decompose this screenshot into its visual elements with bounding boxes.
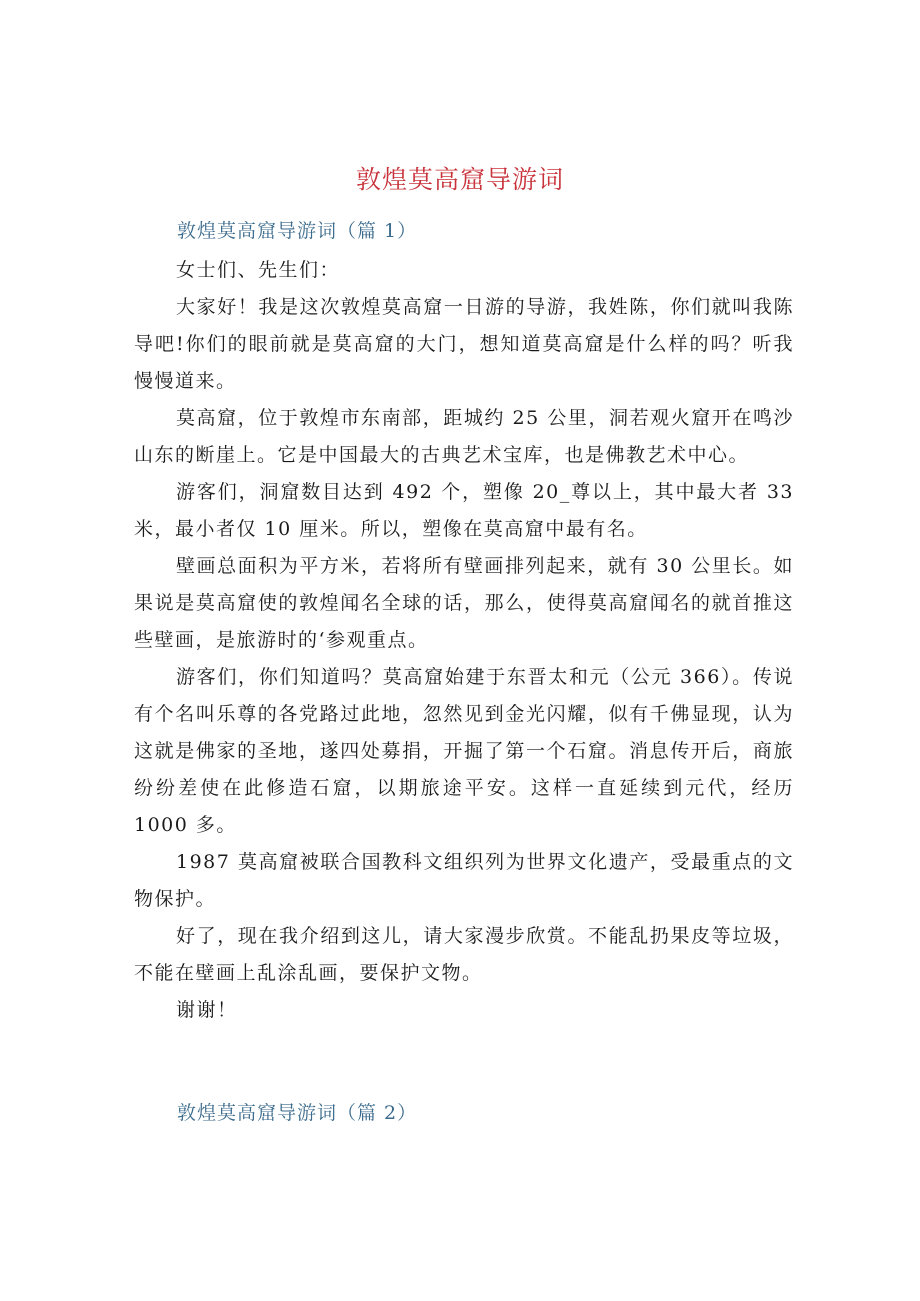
paragraph: 壁画总面积为平方米，若将所有壁画排列起来，就有 30 公里长。如果说是莫高窟使的敦煌闻名全球的话，那么，使得莫高窟闻名的就首推这些壁画，是旅游时的‘参观重点。 <box>134 555 794 651</box>
section-heading-2: 敦煌莫高窟导游词（篇 2） <box>177 1102 418 1124</box>
section-1-body <box>134 252 794 1029</box>
paragraph: 谢谢！ <box>176 999 238 1021</box>
paragraph: 女士们、先生们： <box>176 259 341 281</box>
section-heading-1: 敦煌莫高窟导游词（篇 1） <box>177 220 418 242</box>
paragraph: 游客们，洞窟数目达到 492 个，塑像 20_尊以上，其中最大者 33 米，最小者仅 10 厘米。所以，塑像在莫高窟中最有名。 <box>134 481 794 540</box>
paragraph: 好了，现在我介绍到这儿，请大家漫步欣赏。不能乱扔果皮等垃圾，不能在壁画上乱涂乱画，要保护文物。 <box>134 925 794 984</box>
paragraph: 莫高窟，位于敦煌市东南部，距城约 25 公里，洞若观火窟开在鸣沙山东的断崖上。它是中国最大的古典艺术宝库，也是佛教艺术中心。 <box>134 407 794 466</box>
paragraph: 1987 莫高窟被联合国教科文组织列为世界文化遗产，受最重点的文物保护。 <box>134 851 794 910</box>
paragraph: 大家好！我是这次敦煌莫高窟一日游的导游，我姓陈，你们就叫我陈导吧!你们的眼前就是莫高窟的大门，想知道莫高窟是什么样的吗？听我慢慢道来。 <box>134 296 794 392</box>
document-title: 敦煌莫高窟导游词 <box>355 165 564 194</box>
paragraph: 游客们，你们知道吗？莫高窟始建于东晋太和元（公元 366）。传说有个名叫乐尊的各党路过此地，忽然见到金光闪耀，似有千佛显现，认为这就是佛家的圣地，遂四处募捐，开掘了第一个石窟。消息传开后，商旅纷纷差使在此修造石窟，以期旅途平安。这样一直延续到元代，经历 1000 多。 <box>134 666 794 836</box>
